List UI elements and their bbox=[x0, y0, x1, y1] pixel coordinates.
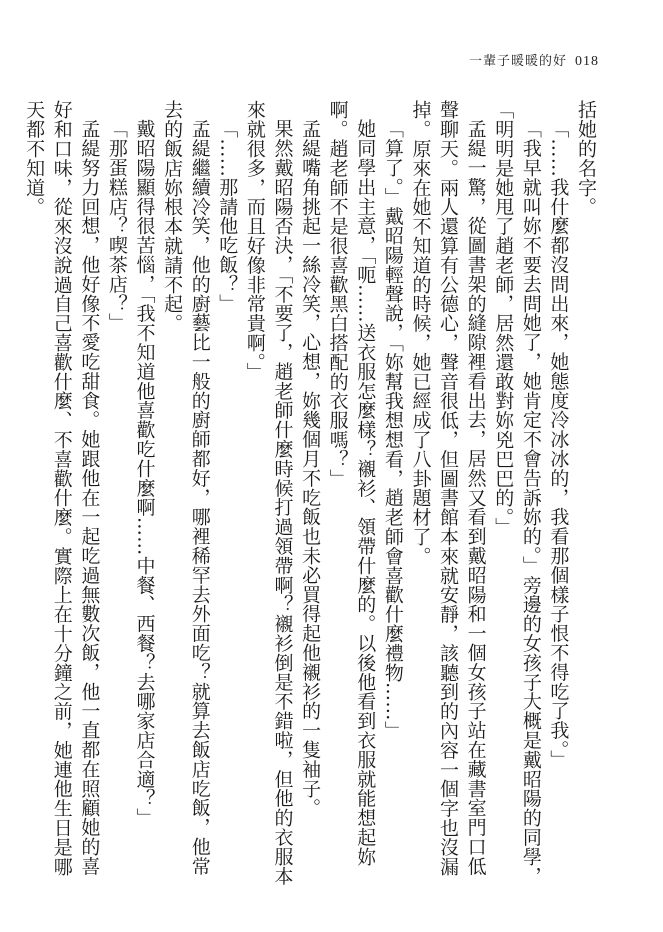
paragraph: 孟緹一驚，從圖書架的縫隙裡看出去，居然又看到戴昭陽和一個女孩子站在藏書室門口低聲聊天。兩人還算有公德心，聲音很低，但圖書館本來就安靜，該聽到的內容一個字也沒漏掉。原來在她不知道的時候，她已經成了八卦題材了。 bbox=[409, 100, 487, 876]
running-header bbox=[469, 50, 599, 70]
paragraph: 「算了。」戴昭陽輕聲說，「妳幫我想想看，趙老師會喜歡什麼禮物……」 bbox=[381, 119, 404, 741]
paragraph: 「……那請他吃飯？」 bbox=[216, 119, 239, 313]
page-number: 018 bbox=[575, 54, 599, 69]
paragraph: 果然戴昭陽否決，「不要了，趙老師什麼時候打過領帶啊？襯衫倒是不錯啦，但他的衣服本來就很多，而且好像非常貴啊。」 bbox=[243, 100, 294, 886]
paragraph: 「那蛋糕店？喫茶店？」 bbox=[105, 119, 128, 333]
book-title: 一輩子暖暖的好 bbox=[468, 54, 567, 69]
paragraph: 孟緹嘴角挑起一絲冷笑，心想，妳幾個月不吃飯也未必買得起他襯衫的一隻袖子。 bbox=[299, 119, 322, 818]
paragraph: 孟緹繼續冷笑，他的廚藝比一般的廚師都好，哪裡稀罕去外面吃？就算去飯店吃飯，他常去的飯店妳根本就請不起。 bbox=[161, 100, 211, 876]
vertical-body-text bbox=[23, 100, 599, 890]
paragraph: 孟緹努力回想，他好像不愛吃甜食。她跟他在一起吃過無數次飯，他一直都在照顧她的喜好和口味，從來沒說過自己喜歡什麼、不喜歡什麼。實際上在十分鐘之前，她連他生日是哪天都不知道。 bbox=[23, 100, 101, 876]
paragraph: 「……我什麼都沒問出來，她態度冷冰冰的，我看那個樣子恨不得吃了我。」 bbox=[547, 119, 570, 770]
paragraph: 戴昭陽顯得很苦惱，「我不知道他喜歡吃什麼啊……中餐、西餐？去哪家店合適？」 bbox=[133, 119, 156, 828]
paragraph: 她同學出主意，「呃……送衣服怎麼樣？襯衫、領帶什麼的。以後他看到衣服就能想起妳啊。趙老師不是很喜歡黑白搭配的衣服嗎？」 bbox=[326, 100, 377, 867]
paragraph: 括她的名字。 bbox=[575, 100, 597, 217]
paragraph: 「我早就叫妳不要去問她了，她肯定不會告訴妳的。」旁邊的女孩子大概是戴昭陽的同學，「明明是她甩了趙老師，居然還敢對妳兇巴巴的。」 bbox=[492, 100, 542, 886]
